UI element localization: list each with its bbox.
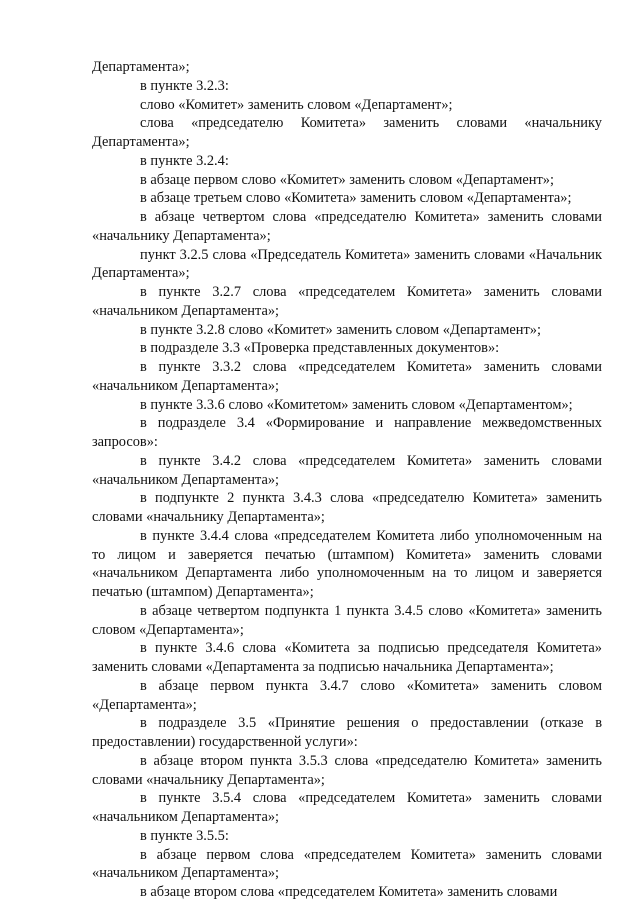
paragraph: в пункте 3.4.6 слова «Комитета за подписью председателя Комитета» заменить словами «Департамента за подписью начальника Департамента»; <box>92 640 602 675</box>
paragraph: в подразделе 3.4 «Формирование и направление межведомственных запросов»: <box>92 415 602 450</box>
paragraph: в абзаце первом слово «Комитет» заменить словом «Департамент»; <box>140 171 554 188</box>
paragraph: в абзаце первом слова «председателем Комитета» заменить словами «начальником Департамента»; <box>92 846 602 882</box>
paragraph: в пункте 3.4.2 слова «председателем Комитета» заменить словами «начальником Департамента»; <box>92 452 602 488</box>
paragraph: в абзаце втором пункта 3.5.3 слова «председателю Комитета» заменить словами «начальнику Департамента»; <box>92 752 602 788</box>
paragraph: в пункте 3.2.7 слова «председателем Комитета» заменить словами «начальником Департамента»; <box>92 284 602 319</box>
paragraph: в пункте 3.4.4 слова «председателем Комитета либо уполномоченным на то лицом и заверяется печатью (штампом) Комитета» заменить словами «начальником Департамента либо уполномоченным на то лицом и заверяется печатью (штампом) Департамента»; <box>92 527 602 600</box>
paragraph: в пункте 3.2.8 слово «Комитет» заменить словом «Департамент»; <box>140 321 541 338</box>
paragraph: в пункте 3.3.6 слово «Комитетом» заменить словом «Департаментом»; <box>140 396 573 413</box>
paragraph: в абзаце втором слова «председателем Комитета» заменить словами <box>140 884 558 900</box>
document-page <box>92 58 602 902</box>
paragraph: в подразделе 3.5 «Принятие решения о предоставлении (отказе в предоставлении) государственной услуги»: <box>92 715 602 750</box>
paragraph: слово «Комитет» заменить словом «Департамент»; <box>140 96 453 113</box>
paragraph: в пункте 3.5.5: <box>140 827 229 844</box>
paragraph: в абзаце четвертом слова «председателю Комитета» заменить словами «начальнику Департамента»; <box>92 209 602 244</box>
paragraph: в абзаце третьем слово «Комитета» заменить словом «Департамента»; <box>140 190 572 207</box>
paragraph: в пункте 3.3.2 слова «председателем Комитета» заменить словами «начальником Департамента»; <box>92 359 602 394</box>
paragraph: слова «председателю Комитета» заменить словами «начальнику Департамента»; <box>92 115 602 150</box>
paragraph: в абзаце первом пункта 3.4.7 слово «Комитета» заменить словом «Департамента»; <box>92 677 602 713</box>
paragraph: пункт 3.2.5 слова «Председатель Комитета» заменить словами «Начальник Департамента»; <box>92 246 602 282</box>
paragraph: Департамента»; <box>92 59 190 75</box>
paragraph: в пункте 3.5.4 слова «председателем Комитета» заменить словами «начальником Департамента»; <box>92 790 602 825</box>
paragraph: в подразделе 3.3 «Проверка представленных документов»: <box>140 340 500 357</box>
paragraph: в подпункте 2 пункта 3.4.3 слова «председателю Комитета» заменить словами «начальнику Департамента»; <box>92 490 602 525</box>
paragraph: в пункте 3.2.4: <box>140 152 229 169</box>
paragraph: в пункте 3.2.3: <box>140 77 229 94</box>
paragraph: в абзаце четвертом подпункта 1 пункта 3.4.5 слово «Комитета» заменить словом «Департамента»; <box>92 602 602 638</box>
